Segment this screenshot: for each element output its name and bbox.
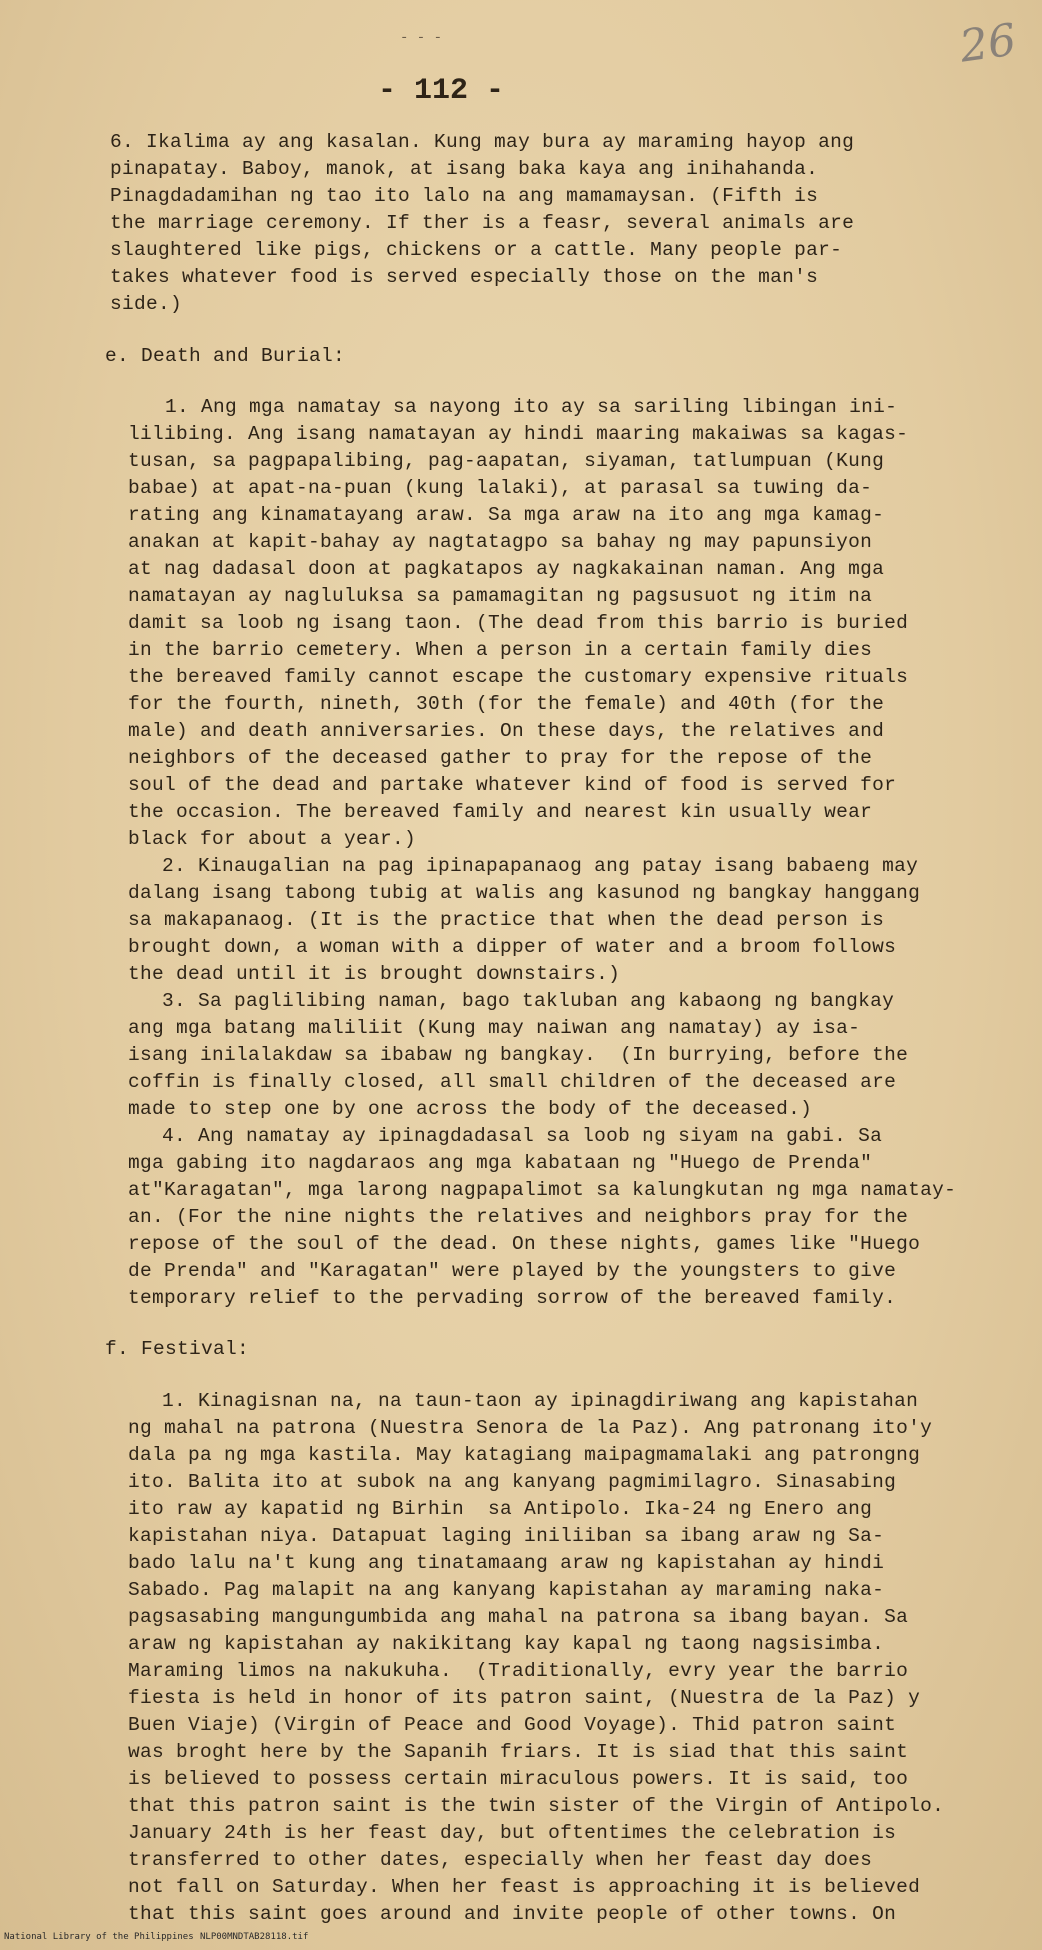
text-line: at"Karagatan", mga larong nagpapalimot sa kalungkutan ng mga namatay- xyxy=(128,1179,957,1201)
text-line: lilibing. Ang isang namatayan ay hindi maaring makaiwas sa kagas- xyxy=(128,423,909,445)
text-line: at nag dadasal doon at pagkatapos ay nagkakainan naman. Ang mga xyxy=(128,558,885,580)
text-line: namatayan ay nagluluksa sa pamamagitan ng pagsusuot ng itim na xyxy=(128,585,873,607)
text-line: the marriage ceremony. If ther is a feasr, several animals are xyxy=(110,212,855,234)
text-line: takes whatever food is served especially those on the man's xyxy=(110,266,819,288)
text-line: ng mahal na patrona (Nuestra Senora de la Paz). Ang patronang ito'y xyxy=(128,1417,933,1439)
text-line: damit sa loob ng isang taon. (The dead from this barrio is buried xyxy=(128,612,909,634)
text-line: anakan at kapit-bahay ay nagtatagpo sa bahay ng may papunsiyon xyxy=(128,531,873,553)
text-line: Maraming limos na nakukuha. (Traditionally, evry year the barrio xyxy=(128,1660,909,1682)
text-line: the bereaved family cannot escape the customary expensive rituals xyxy=(128,666,909,688)
text-line: was broght here by the Sapanih friars. It is siad that this saint xyxy=(128,1741,909,1763)
text-line: repose of the soul of the dead. On these nights, games like "Huego xyxy=(128,1233,921,1255)
text-line: Pinagdadamihan ng tao ito lalo na ang mamamaysan. (Fifth is xyxy=(110,185,819,207)
text-line: the dead until it is brought downstairs.) xyxy=(128,963,621,985)
page-number: - 112 - xyxy=(378,74,505,108)
text-line: fiesta is held in honor of its patron saint, (Nuestra de la Paz) y xyxy=(128,1687,921,1709)
text-line: 6. Ikalima ay ang kasalan. Kung may bura ay maraming hayop ang xyxy=(110,131,855,153)
text-line: pinapatay. Baboy, manok, at isang baka kaya ang inihahanda. xyxy=(110,158,819,180)
text-line: rating ang kinamatayang araw. Sa mga araw na ito ang mga kamag- xyxy=(128,504,885,526)
handwritten-page-note: 26 xyxy=(956,14,1020,73)
text-line: not fall on Saturday. When her feast is approaching it is believed xyxy=(128,1876,921,1898)
text-line: ang mga batang maliliit (Kung may naiwan ang namatay) ay isa- xyxy=(128,1017,861,1039)
text-line: black for about a year.) xyxy=(128,828,417,850)
text-line: araw ng kapistahan ay nakikitang kay kapal ng taong nagsisimba. xyxy=(128,1633,885,1655)
text-line: Sabado. Pag malapit na ang kanyang kapistahan ay maraming naka- xyxy=(128,1579,885,1601)
text-line: in the barrio cemetery. When a person in a certain family dies xyxy=(128,639,873,661)
text-line: 1. Ang mga namatay sa nayong ito ay sa sariling libingan ini- xyxy=(165,396,898,418)
text-line: mga gabing ito nagdaraos ang mga kabataan ng "Huego de Prenda" xyxy=(128,1152,873,1174)
text-line: transferred to other dates, especially when her feast day does xyxy=(128,1849,873,1871)
text-line: de Prenda" and "Karagatan" were played by the youngsters to give xyxy=(128,1260,897,1282)
section-heading-death-burial: e. Death and Burial: xyxy=(105,345,346,367)
text-line: that this patron saint is the twin sister of the Virgin of Antipolo. xyxy=(128,1795,945,1817)
text-line: for the fourth, nineth, 30th (for the female) and 40th (for the xyxy=(128,693,885,715)
text-line: side.) xyxy=(110,293,183,315)
text-line: soul of the dead and partake whatever kind of food is served for xyxy=(128,774,897,796)
text-line: made to step one by one across the body of the deceased.) xyxy=(128,1098,813,1120)
text-line: January 24th is her feast day, but oftentimes the celebration is xyxy=(128,1822,897,1844)
text-line: dalang isang tabong tubig at walis ang kasunod ng bangkay hanggang xyxy=(128,882,921,904)
text-line: kapistahan niya. Datapuat laging iniliiban sa ibang araw ng Sa- xyxy=(128,1525,885,1547)
text-line: sa makapanaog. (It is the practice that when the dead person is xyxy=(128,909,885,931)
text-line: neighbors of the deceased gather to pray for the repose of the xyxy=(128,747,873,769)
text-line: ito raw ay kapatid ng Birhin sa Antipolo. Ika-24 ng Enero ang xyxy=(128,1498,873,1520)
text-line: isang inilalakdaw sa ibabaw ng bangkay. (In burrying, before the xyxy=(128,1044,909,1066)
text-line: tusan, sa pagpapalibing, pag-aapatan, siyaman, tatlumpuan (Kung xyxy=(128,450,885,472)
top-mark: - - - xyxy=(400,30,443,46)
text-line: temporary relief to the pervading sorrow of the bereaved family. xyxy=(128,1287,897,1309)
text-line: 1. Kinagisnan na, na taun-taon ay ipinagdiriwang ang kapistahan xyxy=(162,1390,919,1412)
text-line: brought down, a woman with a dipper of water and a broom follows xyxy=(128,936,897,958)
text-line: slaughtered like pigs, chickens or a cattle. Many people par- xyxy=(110,239,843,261)
text-line: dala pa ng mga kastila. May katagiang maipagmamalaki ang patrongng xyxy=(128,1444,921,1466)
section-heading-festival: f. Festival: xyxy=(105,1338,250,1360)
footer-library-credit: National Library of the Philippines xyxy=(4,1932,194,1942)
text-line: coffin is finally closed, all small children of the deceased are xyxy=(128,1071,897,1093)
text-line: is believed to possess certain miraculous powers. It is said, too xyxy=(128,1768,909,1790)
text-line: ito. Balita ito at subok na ang kanyang pagmimilagro. Sinasabing xyxy=(128,1471,897,1493)
text-line: an. (For the nine nights the relatives and neighbors pray for the xyxy=(128,1206,909,1228)
text-line: Buen Viaje) (Virgin of Peace and Good Voyage). Thid patron saint xyxy=(128,1714,897,1736)
text-line: 4. Ang namatay ay ipinagdadasal sa loob ng siyam na gabi. Sa xyxy=(162,1125,883,1147)
text-line: male) and death anniversaries. On these days, the relatives and xyxy=(128,720,885,742)
text-line: that this saint goes around and invite people of other towns. On xyxy=(128,1903,897,1925)
footer-filename: NLP00MNDTAB28118.tif xyxy=(200,1932,309,1942)
text-line: babae) at apat-na-puan (kung lalaki), at parasal sa tuwing da- xyxy=(128,477,873,499)
text-line: the occasion. The bereaved family and nearest kin usually wear xyxy=(128,801,873,823)
text-line: 2. Kinaugalian na pag ipinapapanaog ang patay isang babaeng may xyxy=(162,855,919,877)
text-line: bado lalu na't kung ang tinatamaang araw ng kapistahan ay hindi xyxy=(128,1552,885,1574)
text-line: 3. Sa paglilibing naman, bago takluban ang kabaong ng bangkay xyxy=(162,990,895,1012)
text-line: pagsasabing mangungumbida ang mahal na patrona sa ibang bayan. Sa xyxy=(128,1606,909,1628)
